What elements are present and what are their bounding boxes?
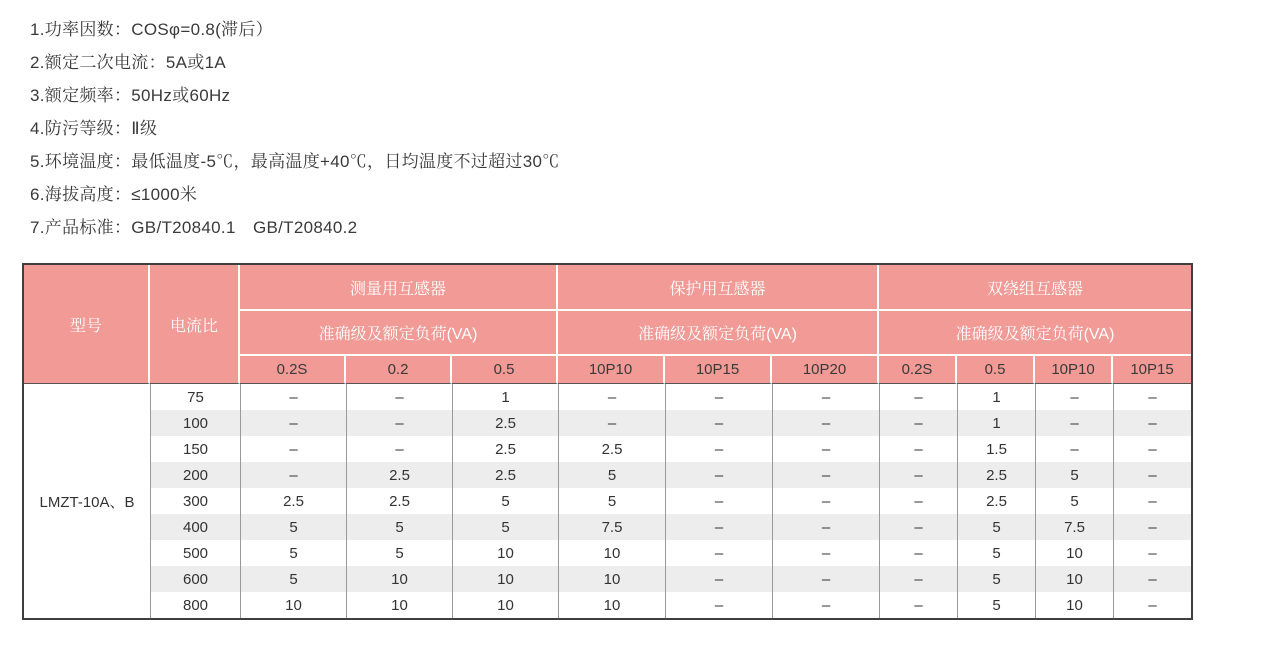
value-cell: 10 (1035, 540, 1113, 566)
value-cell: – (1113, 514, 1191, 540)
value-cell: 5 (452, 488, 558, 514)
value-cell: 5 (957, 540, 1035, 566)
value-cell: – (1113, 488, 1191, 514)
value-cell: 10 (240, 592, 346, 618)
col-header-protection-10p20: 10P20 (772, 356, 879, 384)
value-cell: – (772, 592, 879, 618)
spec-line-altitude: 6.海拔高度：≤1000米 (30, 185, 198, 204)
value-cell: – (1113, 566, 1191, 592)
col-header-dw-10p15: 10P15 (1113, 356, 1191, 384)
value-cell: – (772, 514, 879, 540)
value-cell: 5 (240, 566, 346, 592)
value-cell: – (1113, 436, 1191, 462)
value-cell: – (879, 462, 957, 488)
value-cell: 2.5 (957, 462, 1035, 488)
value-cell: 7.5 (558, 514, 665, 540)
header-current-ratio: 电流比 (150, 265, 240, 384)
value-cell: – (558, 384, 665, 410)
value-cell: 5 (346, 540, 452, 566)
spec-line-frequency: 3.额定频率：50Hz或60Hz (30, 86, 231, 105)
value-cell: – (772, 462, 879, 488)
value-cell: – (772, 436, 879, 462)
value-cell: – (665, 566, 772, 592)
value-cell: 10 (1035, 592, 1113, 618)
value-cell: – (665, 410, 772, 436)
value-cell: – (1113, 384, 1191, 410)
ratings-table-body (24, 384, 1191, 618)
spec-line-pollution-class: 4.防污等级：Ⅱ级 (30, 119, 158, 138)
value-cell: 5 (240, 540, 346, 566)
value-cell: – (665, 514, 772, 540)
table-row (24, 540, 1191, 566)
group-title-protection: 保护用互感器 (558, 265, 879, 311)
ratio-cell: 500 (150, 540, 240, 566)
value-cell: – (1113, 462, 1191, 488)
value-cell: – (558, 410, 665, 436)
value-cell: – (665, 384, 772, 410)
value-cell: 10 (452, 540, 558, 566)
value-cell: 2.5 (452, 410, 558, 436)
value-cell: 1 (957, 410, 1035, 436)
value-cell: – (1113, 592, 1191, 618)
ratings-table-container (22, 263, 1193, 620)
value-cell: 5 (452, 514, 558, 540)
value-cell: – (1113, 540, 1191, 566)
table-row (24, 566, 1191, 592)
ratio-cell: 800 (150, 592, 240, 618)
value-cell: – (879, 514, 957, 540)
value-cell: 5 (240, 514, 346, 540)
value-cell: 2.5 (346, 488, 452, 514)
value-cell: 10 (1035, 566, 1113, 592)
value-cell: – (665, 488, 772, 514)
value-cell: 10 (346, 566, 452, 592)
value-cell: – (879, 566, 957, 592)
value-cell: – (665, 540, 772, 566)
group-subtitle-protection: 准确级及额定负荷(VA) (558, 311, 879, 356)
value-cell: 10 (452, 592, 558, 618)
value-cell: 10 (558, 540, 665, 566)
table-row (24, 410, 1191, 436)
value-cell: – (772, 540, 879, 566)
value-cell: – (346, 384, 452, 410)
value-cell: – (879, 436, 957, 462)
value-cell: – (240, 410, 346, 436)
col-header-measuring-05: 0.5 (452, 356, 558, 384)
ratio-cell: 150 (150, 436, 240, 462)
value-cell: 5 (1035, 488, 1113, 514)
value-cell: – (240, 384, 346, 410)
value-cell: – (346, 436, 452, 462)
value-cell: – (346, 410, 452, 436)
ratio-cell: 100 (150, 410, 240, 436)
group-subtitle-double-winding: 准确级及额定负荷(VA) (879, 311, 1191, 356)
value-cell: 10 (452, 566, 558, 592)
value-cell: 2.5 (346, 462, 452, 488)
value-cell: – (1035, 384, 1113, 410)
value-cell: – (772, 384, 879, 410)
value-cell: 10 (346, 592, 452, 618)
value-cell: 2.5 (452, 462, 558, 488)
group-subtitle-measuring: 准确级及额定负荷(VA) (240, 311, 558, 356)
value-cell: – (879, 410, 957, 436)
col-header-measuring-02: 0.2 (346, 356, 452, 384)
group-title-measuring: 测量用互感器 (240, 265, 558, 311)
value-cell: 5 (1035, 462, 1113, 488)
header-row-groups (24, 265, 1191, 311)
col-header-dw-02s: 0.2S (879, 356, 957, 384)
value-cell: 10 (558, 566, 665, 592)
col-header-protection-10p15: 10P15 (665, 356, 772, 384)
table-row (24, 592, 1191, 618)
spec-line-product-standard: 7.产品标准：GB/T20840.1 GB/T20840.2 (30, 218, 358, 237)
value-cell: – (772, 410, 879, 436)
value-cell: – (240, 436, 346, 462)
value-cell: 1 (957, 384, 1035, 410)
value-cell: 2.5 (957, 488, 1035, 514)
value-cell: – (879, 592, 957, 618)
value-cell: – (665, 592, 772, 618)
value-cell: 5 (957, 592, 1035, 618)
ratio-cell: 200 (150, 462, 240, 488)
spec-list (0, 0, 1276, 244)
value-cell: 2.5 (452, 436, 558, 462)
table-row (24, 488, 1191, 514)
value-cell: 5 (558, 462, 665, 488)
value-cell: 1.5 (957, 436, 1035, 462)
value-cell: – (1035, 436, 1113, 462)
value-cell: – (1035, 410, 1113, 436)
value-cell: 5 (346, 514, 452, 540)
table-row (24, 384, 1191, 410)
col-header-measuring-02s: 0.2S (240, 356, 346, 384)
value-cell: – (879, 488, 957, 514)
header-model: 型号 (24, 265, 150, 384)
group-title-double-winding: 双绕组互感器 (879, 265, 1191, 311)
table-row (24, 436, 1191, 462)
ratio-cell: 75 (150, 384, 240, 410)
ratio-cell: 300 (150, 488, 240, 514)
value-cell: 10 (558, 592, 665, 618)
table-row (24, 514, 1191, 540)
value-cell: 7.5 (1035, 514, 1113, 540)
col-header-dw-05: 0.5 (957, 356, 1035, 384)
value-cell: 5 (558, 488, 665, 514)
value-cell: – (665, 436, 772, 462)
value-cell: – (879, 540, 957, 566)
spec-line-secondary-current: 2.额定二次电流：5A或1A (30, 53, 226, 72)
spec-line-power-factor: 1.功率因数：COSφ=0.8(滞后） (30, 20, 273, 39)
value-cell: 1 (452, 384, 558, 410)
value-cell: 2.5 (240, 488, 346, 514)
col-header-protection-10p10: 10P10 (558, 356, 665, 384)
ratio-cell: 400 (150, 514, 240, 540)
value-cell: – (772, 488, 879, 514)
value-cell: – (879, 384, 957, 410)
value-cell: 2.5 (558, 436, 665, 462)
table-row (24, 462, 1191, 488)
value-cell: – (665, 462, 772, 488)
model-cell: LMZT-10A、B (24, 384, 150, 618)
value-cell: – (772, 566, 879, 592)
value-cell: 5 (957, 566, 1035, 592)
value-cell: – (240, 462, 346, 488)
ratings-table (24, 265, 1191, 618)
spec-line-ambient-temperature: 5.环境温度：最低温度-5℃，最高温度+40℃，日均温度不过超过30℃ (30, 152, 560, 171)
ratio-cell: 600 (150, 566, 240, 592)
col-header-dw-10p10: 10P10 (1035, 356, 1113, 384)
value-cell: 5 (957, 514, 1035, 540)
value-cell: – (1113, 410, 1191, 436)
